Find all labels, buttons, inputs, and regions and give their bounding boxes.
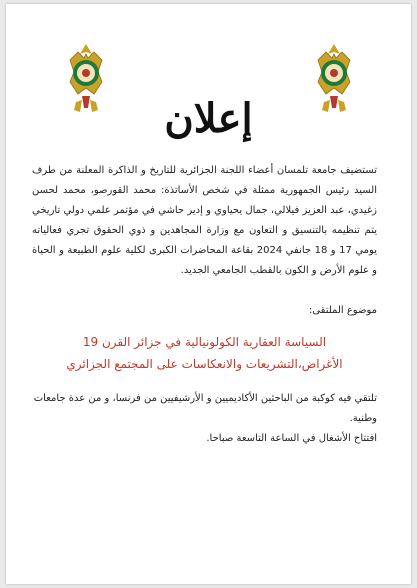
topic-label: موضوع الملتقى: [308, 305, 377, 316]
participants-line: تلتقي فيه كوكبة من الباحثين الأكاديميين و الأرشيفيين من فرنسا، و من عدة جامعات وطنية. [33, 393, 377, 424]
body-paragraph: تستضيف جامعة تلمسان أعضاء اللجنة الجزائرية للتاريخ و الذاكرة المعلنة من طرف السيد رئيس الجمهورية ممثلة في شخص الأساتذة: محمد القورصو، محمد لحسن زغيدي، عبد العزيز فيلالي، جمال يحياوي و إدير حاشي في مؤتمر علمي دولي تاريخي يتم تنظيمه بالتنسيق و التعاون مع وزارة المجاهدين و ذوي الحقوق تجري فعالياته يومي 17 و 18 جانفي 2024 بقاعة المحاضرات الكبرى لكلية علوم الطبيعة و الحياة و علوم الأرض و الكون بالقطب الجامعي الجديد. [32, 165, 377, 276]
announcement-page [6, 4, 411, 584]
opening-time-line: افتتاح الأشغال في الساعة التاسعة صباحا. [206, 433, 377, 444]
topic-line-1: السياسة العقارية الكولونيالية في جزائر القرن 19 [82, 335, 327, 349]
closing-text [32, 389, 377, 449]
conference-topic [32, 331, 377, 375]
topic-line-2: الأغراض،التشريعات والانعكاسات على المجتمع الجزائري [66, 357, 343, 371]
announcement-title: إعلان [164, 95, 253, 142]
